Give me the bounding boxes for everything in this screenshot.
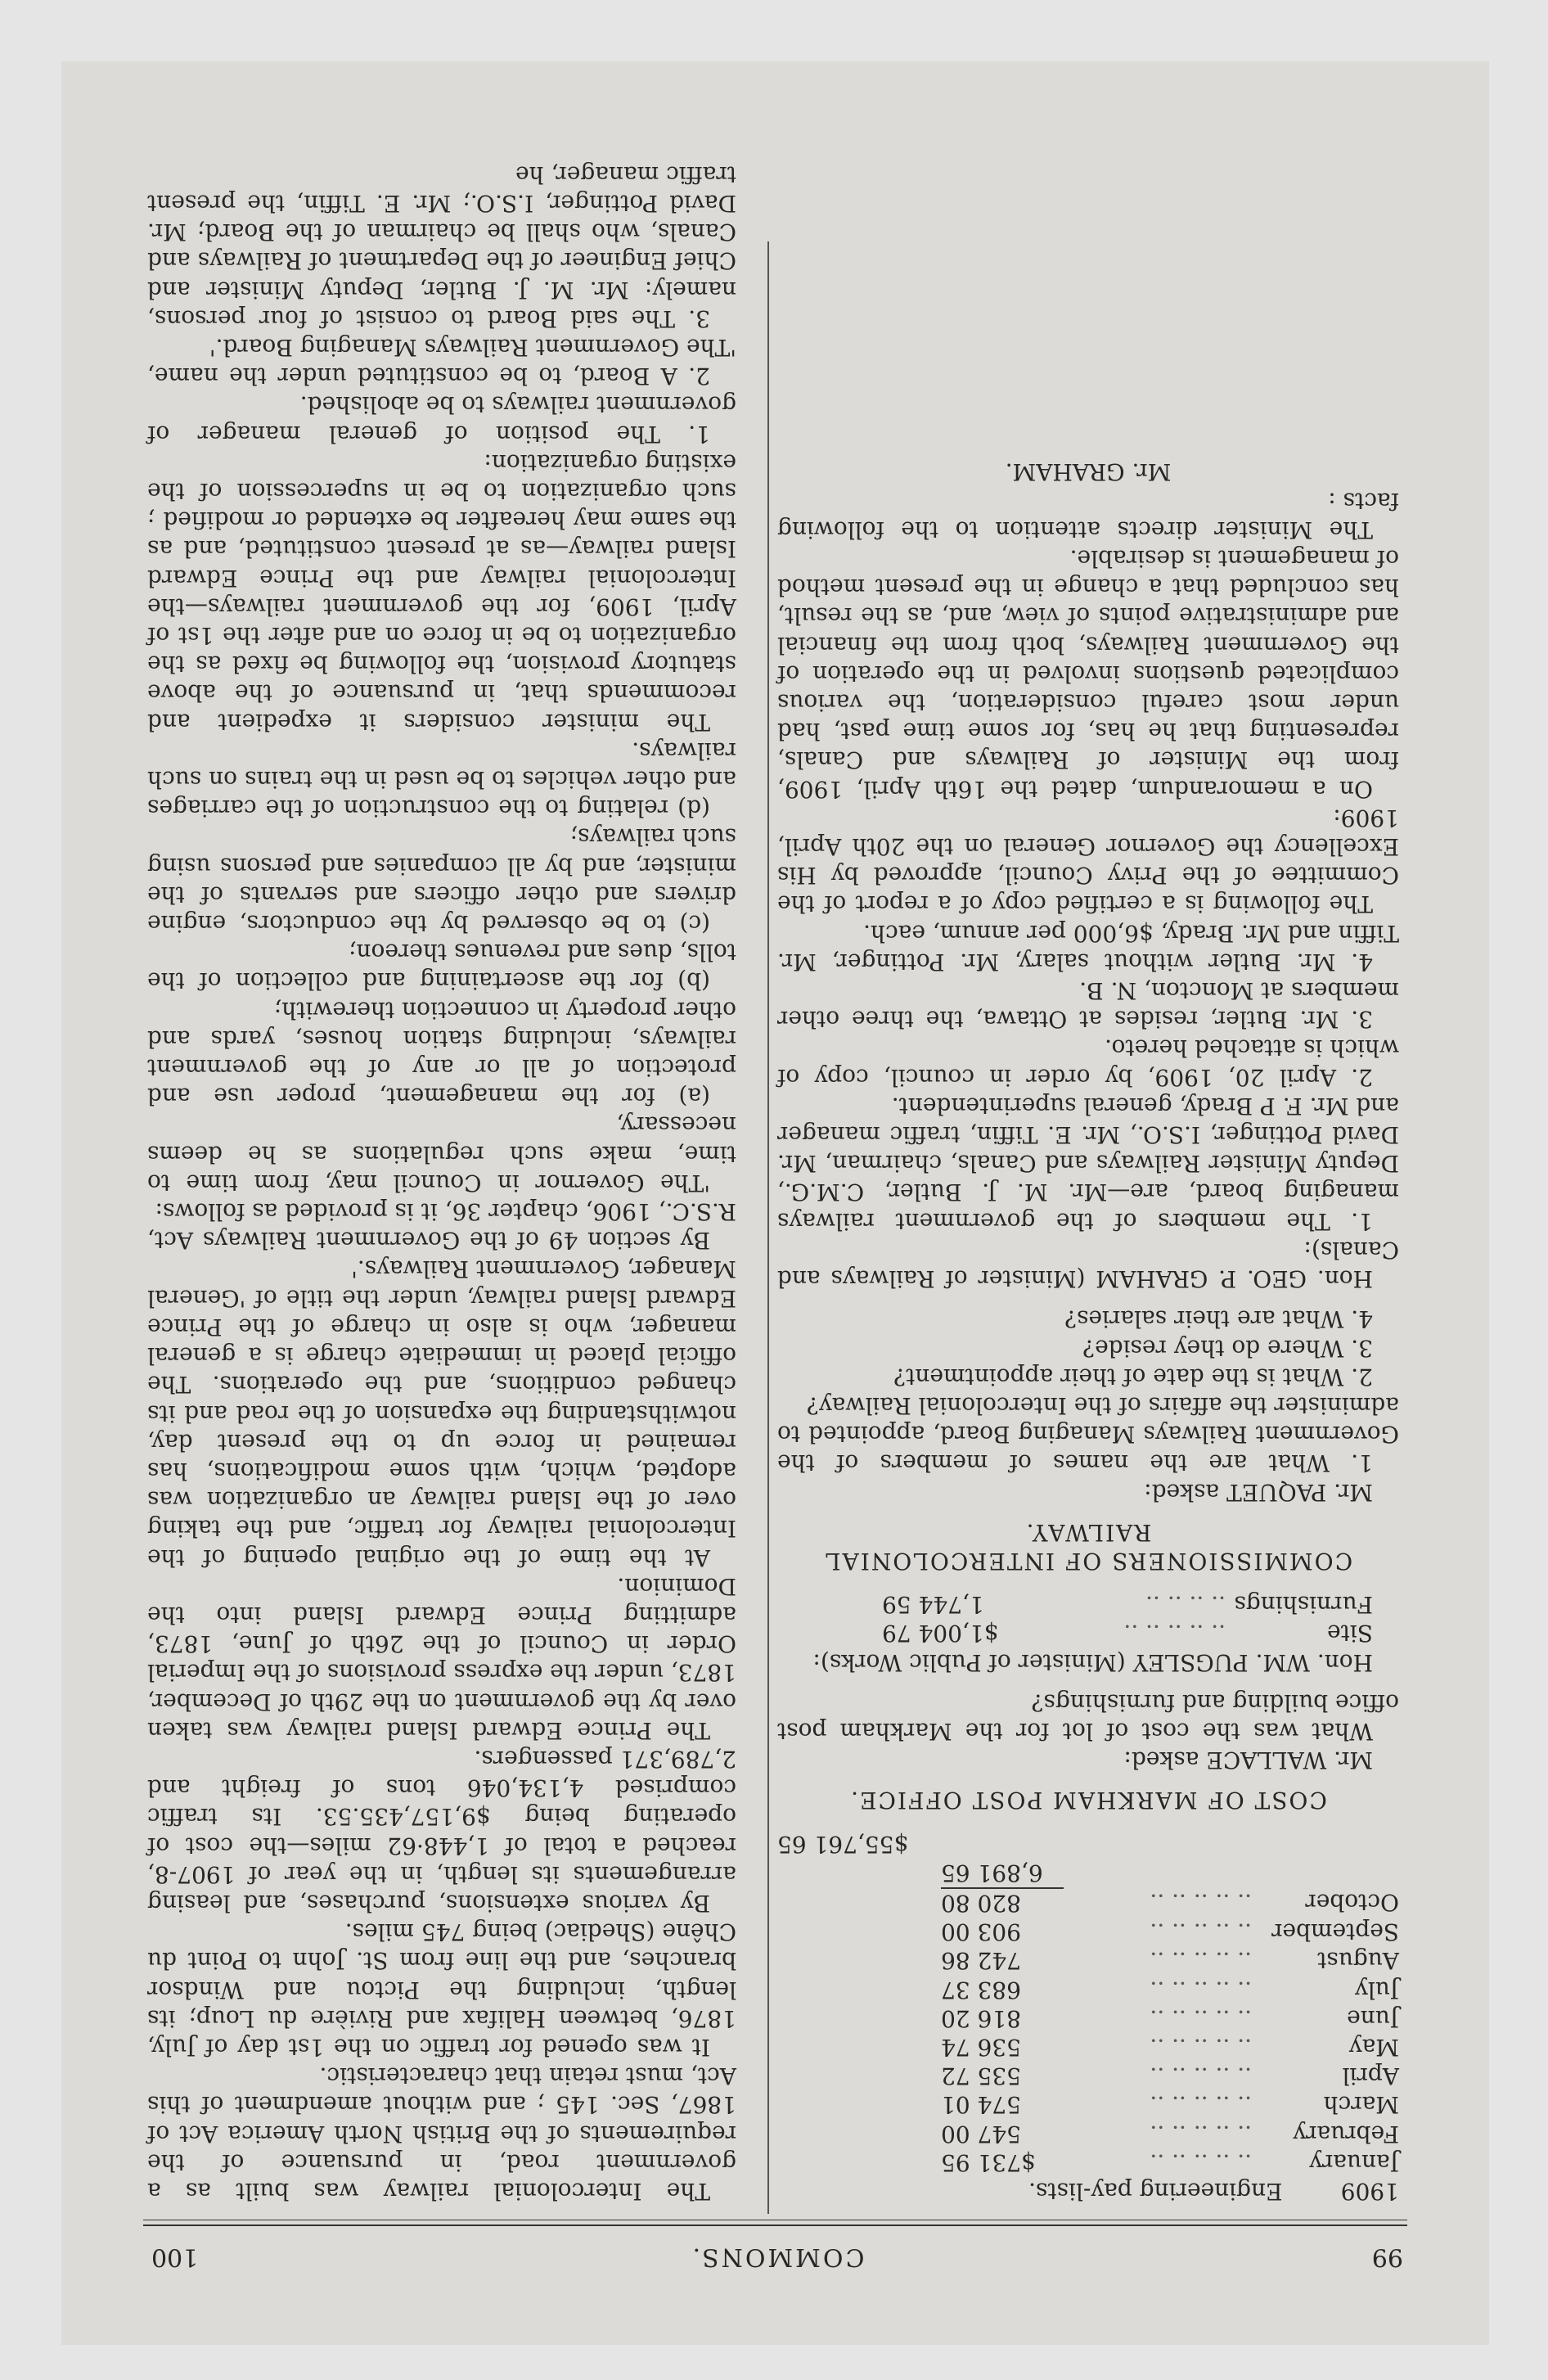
page-number-right: 100 [151, 2243, 199, 2271]
table-row: April .. .. .. .. .. 535 72 [941, 2062, 1399, 2090]
paylist-table [777, 1829, 1399, 2176]
paragraph: (d) relating to the construction of the carriages and other vehicles to be used in the trains on such railways. [147, 737, 736, 823]
paragraph: It was opened for traffic on the 1st day of July, 1876, between Halifax and Rivière du Loup; its length, including the Pictou and Windsor branches, and the line from St. John to Point du Chêne (Shediac) being 745 miles. [147, 1918, 736, 2061]
paylist-title: Engineering pay-lists. [1028, 2178, 1283, 2205]
question-markham: What was the cost of lot for the Markham post office building and furnishings? [777, 1688, 1399, 1745]
answer-3: 3. Mr. Butler, resides at Ottawa, the three other members at Moncton, N. B. [777, 977, 1399, 1034]
paragraph: (a) for the management, proper use and protection of all or any of the government railways, including station houses, yards and other property in connection therewith; [147, 996, 736, 1111]
section-heading-intercolonial: COMMISSIONERS OF INTERCOLONIAL RAILWAY. [823, 1518, 1353, 1575]
question-1: 1. What are the names of members of the Government Railways Managing Board, appointed to administer the affairs of the Intercolonial Railway? [777, 1391, 1399, 1477]
table-row: August .. .. .. .. .. 742 86 [941, 1947, 1399, 1975]
left-column [777, 458, 1399, 2206]
paragraph: At the time of the original opening of the Intercolonial railway for traffic, and the taking over of the Island railway an organization was adopted, which, with some modifications, has remained in force up to the present day, notwithstanding the expansion of the road and its changed conditions, and the operations. The official placed in immediate charge is a general manager, who is also in charge of the Prince Edward Island railway, under the title of 'General Manager, Government Railways.' [147, 1255, 736, 1571]
answer-1: 1. The members of the government railways managing board, are—Mr. M. J. Butler, C.M.G., Deputy Minister Railways and Canals, chairman, Mr. David Pottinger, I.S.O., Mr. E. Tiffin, traffic manager and Mr. F. P Brady, general superintendent. [777, 1092, 1399, 1235]
paragraph: The minister considers it expedient and recommends that, in pursuance of the above statutory provision, the following be fixed as the organization to be in force on and after the 1st of April, 1909, for the government railways—the Intercolonial railway and the Prince Edward Island railway—as at present constituted, and as the same may hereafter be extended or modified ; such organization to be in supercession of the existing organization: [147, 449, 736, 736]
document-page [61, 61, 1489, 2345]
paragraph: The Intercolonial railway was built as a government road, in pursuance of the requirements of the British North America Act of 1867, Sec. 145 ; and without amendment of this Act, must retain that characteristic. [147, 2062, 736, 2205]
right-column [147, 160, 736, 2206]
speaker-paquet: Mr. PAQUET asked: [1144, 1478, 1373, 1506]
table-row: May .. .. .. .. .. 536 74 [941, 2033, 1399, 2061]
section-heading-markham: COST OF MARKHAM POST OFFICE. [849, 1787, 1327, 1814]
paragraph: By section 49 of the Government Railways Act, R.S.C., 1906, chapter 36, it is provided as follows: [147, 1198, 736, 1255]
paragraph: The Prince Edward Island railway was taken over by the government on the 29th of December, 1873, under the express provisions of the Imperial Order in Council of the 26th of June, 1873, admitting Prince Edward Island into the Dominion. [147, 1572, 736, 1744]
question-3: 3. Where do they reside? [1082, 1334, 1373, 1362]
running-head: COMMONS. [690, 2243, 865, 2271]
table-row: February .. .. .. .. .. 547 00 [941, 2120, 1399, 2148]
question-2: 2. What is the date of their appointment? [893, 1363, 1373, 1391]
table-row: March .. .. .. .. .. 574 01 [941, 2091, 1399, 2119]
cost-table [777, 1590, 1399, 1648]
grand-total: $55,761 65 [777, 1830, 909, 1858]
table-row: Site .. .. .. .. .. $1,004 79 [882, 1620, 1373, 1648]
speaker-pugsley: Hon. WM. PUGSLEY (Minister of Public Works): [812, 1648, 1373, 1676]
memorandum: On a memorandum, dated the 16th April, 1909, from the Minister of Railways and Canals, representing that he has, for some time past, had under most careful consideration, the various complicated questions involved in the operation of the Government Railways, both from the financial and administrative points of view, and, as the result, has concluded that a change in the present method of management is desirable. [777, 545, 1399, 803]
column-divider [767, 241, 769, 2214]
total-row [777, 1829, 1399, 1858]
header-rule [143, 2224, 1407, 2226]
answer-2: 2. April 20, 1909, by order in council, copy of which is attached hereto. [777, 1034, 1399, 1091]
paragraph: 2. A Board, to be constituted under the name, 'The Government Railways Managing Board.' [147, 334, 736, 390]
question-4: 4. What are their salaries? [1064, 1305, 1373, 1333]
page-number-left: 99 [1371, 2243, 1403, 2271]
paylist-year: 1909 [1340, 2178, 1399, 2205]
paylist-title-line [777, 2177, 1399, 2206]
paragraph: By various extensions, purchases, and leasing arrangements its length, in the year of 1907-8, reached a total of 1,448·62 miles—the cost of operating being $9,157,435.53. Its traffic comprised 4,134,046 tons of freight and 2,789,371 passengers. [147, 1745, 736, 1917]
paragraph: 'The Governor in Council may, from time to time, make such regulations as he deems necessary, [147, 1111, 736, 1197]
speaker-footer: Mr. GRAHAM. [1005, 458, 1172, 486]
paragraph: (c) to be observed by the conductors, engine drivers and other officers and servants of the minister, and by all companies and persons using such railways; [147, 823, 736, 938]
table-row: July .. .. .. .. .. 683 37 [941, 1976, 1399, 2004]
subtotal: 6,891 65 [941, 1859, 1064, 1888]
table-row: Furnishings .. .. .. .. 1,744 59 [882, 1591, 1373, 1619]
paragraph: 3. The said Board to consist of four persons, namely: Mr. M. J. Butler, Deputy Minister and Chief Engineer of the Department of Railways and Canals, who shall be chairman of the Board; Mr. David Pottinger, I.S.O.; Mr. E. Tiffin, the present traffic manager, he [147, 160, 736, 332]
paragraph: (b) for the ascertaining and collection of the tolls, dues and revenues thereon; [147, 939, 736, 995]
subtotal-row [777, 1859, 1399, 1888]
table-row: January .. .. .. .. .. $731 95 [941, 2148, 1399, 2176]
paragraph: 1. The position of general manager of government railways to be abolished. [147, 391, 736, 448]
table-row: September .. .. .. .. .. 903 00 [941, 1918, 1399, 1946]
page-header [151, 2238, 1403, 2271]
report-intro: The following is a certified copy of a report of the Committee of the Privy Council, approved by His Excellency the Governor General on the 20th April, 1909: [777, 804, 1399, 918]
answer-4: 4. Mr. Butler without salary, Mr. Pottinger, Mr. Tiffin and Mr. Brady, $6,000 per annum, each. [777, 919, 1399, 976]
speaker-graham: Hon. GEO. P. GRAHAM (Minister of Railways and Canals): [777, 1236, 1399, 1293]
speaker-wallace: Mr. WALLACE asked: [1123, 1747, 1373, 1774]
minister-directs: The Minister directs attention to the following facts : [777, 487, 1399, 543]
table-row: June .. .. .. .. .. 816 20 [941, 2004, 1399, 2032]
table-row: October .. .. .. .. .. 820 80 [941, 1888, 1399, 1917]
